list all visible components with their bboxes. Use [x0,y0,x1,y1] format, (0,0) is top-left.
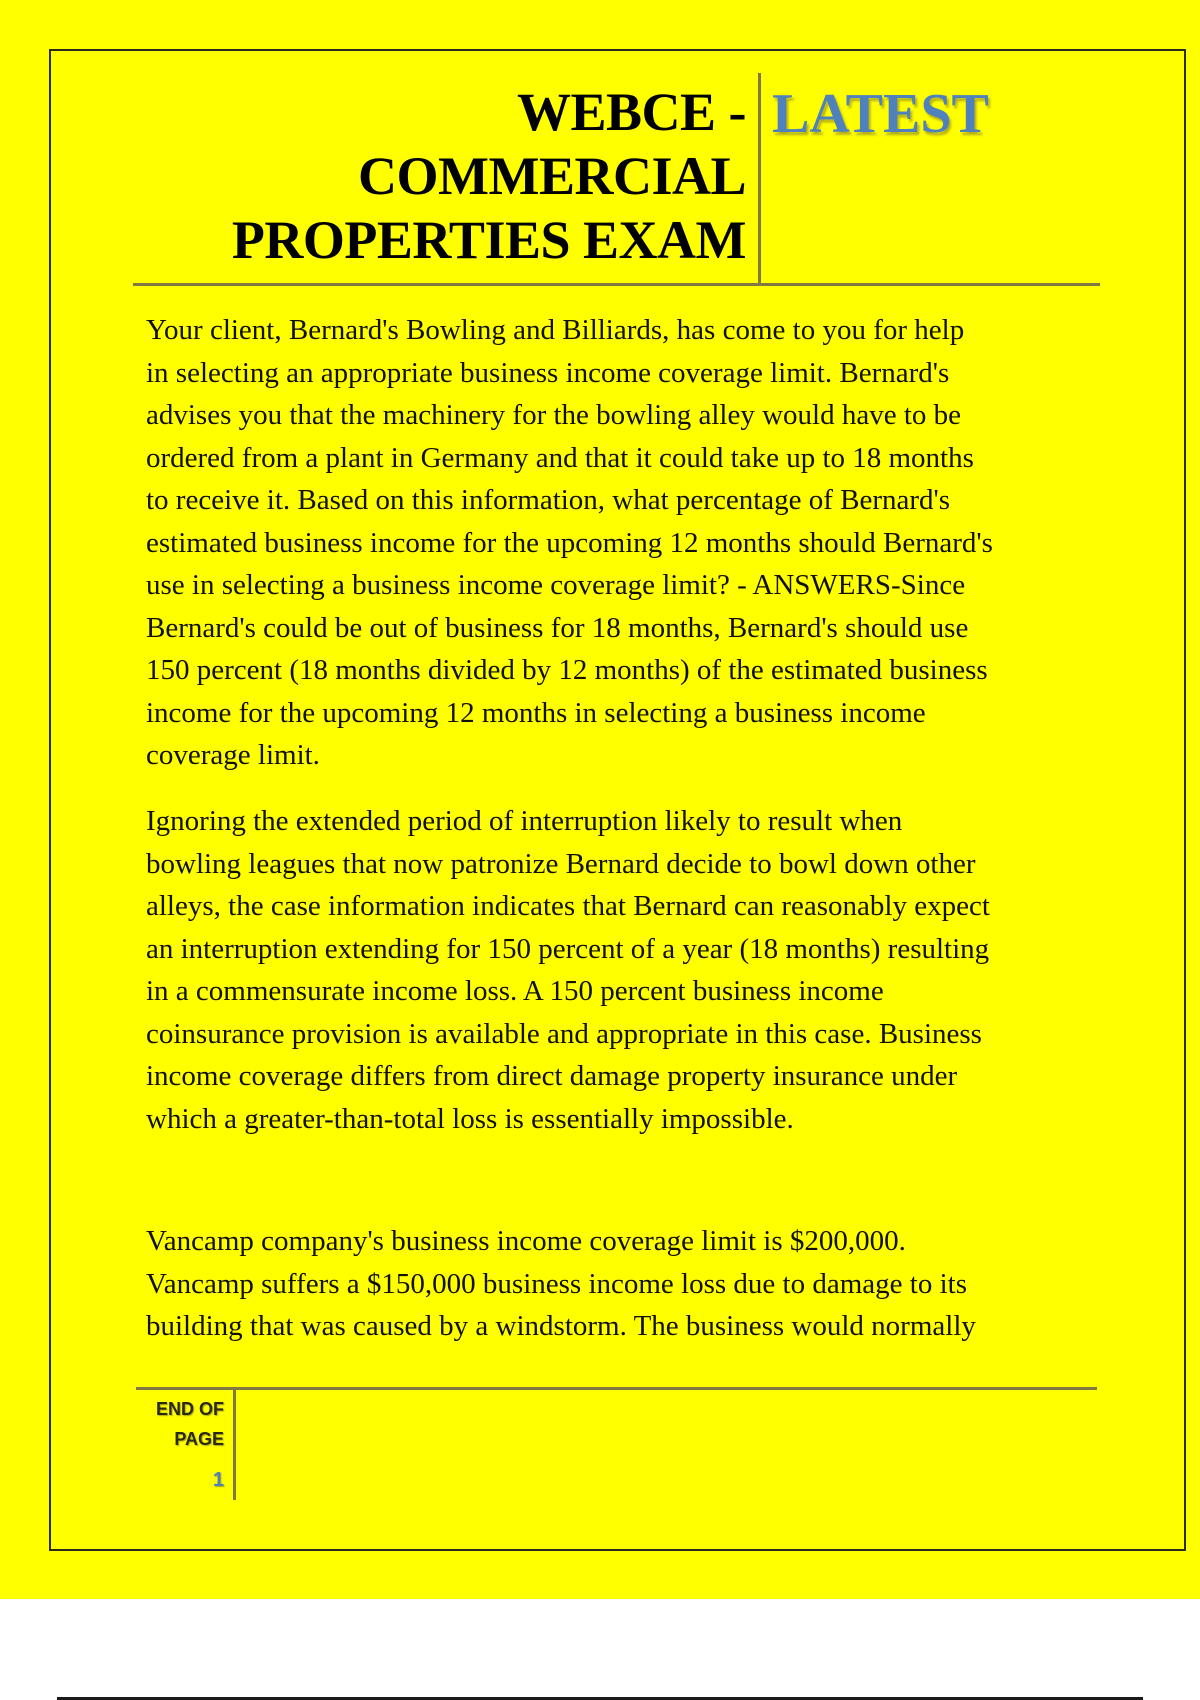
paragraph-explanation [146,800,1096,1140]
text-line: income for the upcoming 12 months in selecting a business income [146,696,926,729]
latest-badge: LATEST [772,83,989,145]
paragraph-question-2 [146,1220,1096,1348]
footer-divider [233,1387,236,1500]
title-line-2: COMMERCIAL [358,146,746,206]
text-line: which a greater-than-total loss is essentially impossible. [146,1102,794,1135]
text-line: Ignoring the extended period of interruption likely to result when [146,805,903,837]
text-line: advises you that the machinery for the bowling alley would have to be [146,399,962,431]
text-line: ordered from a plant in Germany and that it could take up to 18 months [146,441,974,474]
footer-rule [136,1387,1097,1390]
page-number: 1 [212,1469,224,1491]
title-line-1: WEBCE - [516,82,746,142]
text-line: alleys, the case information indicates that Bernard can reasonably expect [146,890,990,922]
text-line: Your client, Bernard's Bowling and Billiards, has come to you for help [146,314,965,346]
end-of-page-label: END OF [155,1399,224,1419]
text-line: in selecting an appropriate business income coverage limit. Bernard's [146,356,950,389]
text-line: income coverage differs from direct damage property insurance under [146,1060,958,1092]
text-line: Bernard's could be out of business for 18 months, Bernard's should use [146,611,969,644]
text-line: Vancamp suffers a $150,000 business income loss due to damage to its [146,1267,967,1300]
document-title [150,80,746,272]
text-line: building that was caused by a windstorm. The business would normally [146,1310,976,1342]
text-line: an interruption extending for 150 percent of a year (18 months) resulting [146,932,990,965]
text-line: Vancamp company's business income coverage limit is $200,000. [146,1225,906,1257]
end-of-page-label-2: PAGE [174,1429,224,1449]
header-rule [133,283,1100,286]
text-line: bowling leagues that now patronize Bernard decide to bowl down other [146,847,976,880]
text-line: coinsurance provision is available and appropriate in this case. Business [146,1017,982,1050]
title-line-3: PROPERTIES EXAM [231,210,746,270]
text-line: to receive it. Based on this information, what percentage of Bernard's [146,484,951,516]
title-divider [758,73,761,285]
text-line: coverage limit. [146,739,320,771]
text-line: in a commensurate income loss. A 150 percent business income [146,975,884,1007]
paragraph-question-answer-1 [146,309,1096,777]
text-line: use in selecting a business income coverage limit? - ANSWERS-Since [146,569,966,601]
text-line: estimated business income for the upcoming 12 months should Bernard's [146,526,993,559]
text-line: 150 percent (18 months divided by 12 months) of the estimated business [146,654,988,686]
